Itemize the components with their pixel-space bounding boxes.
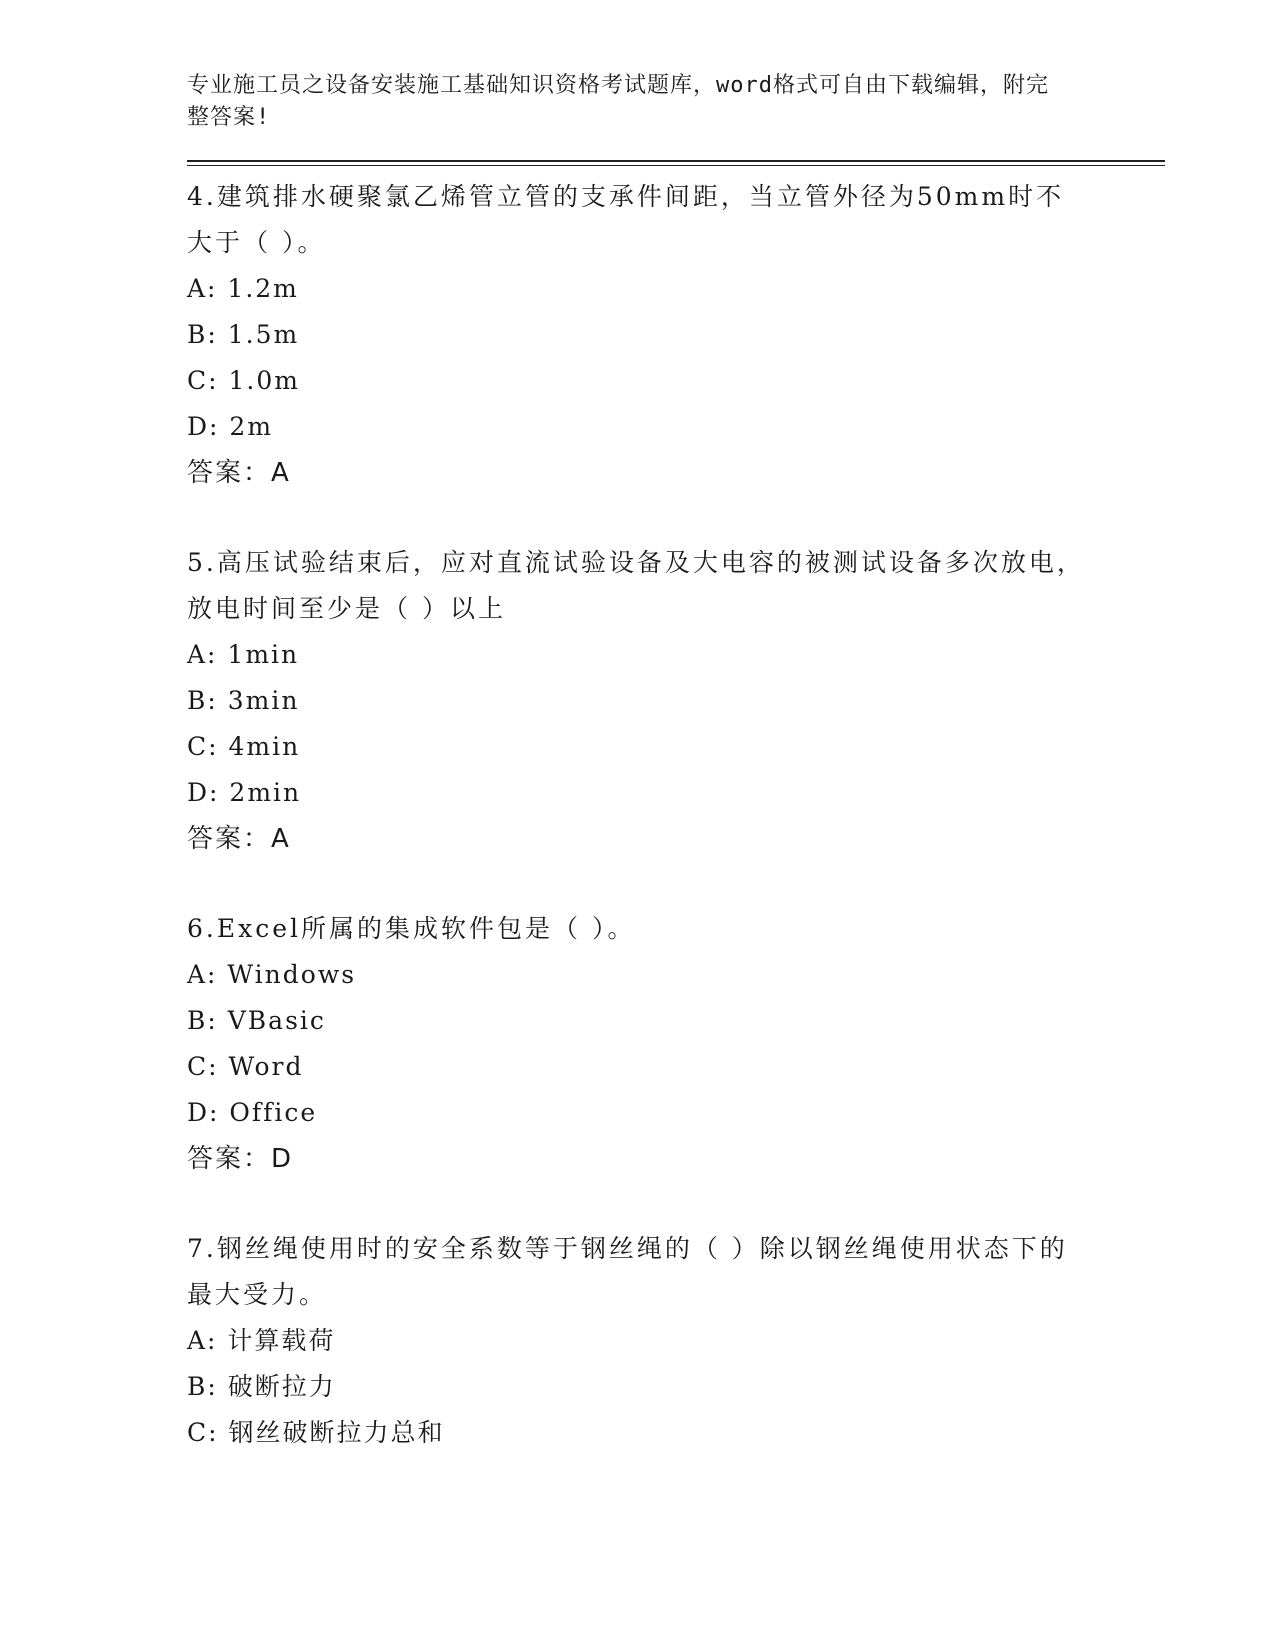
question-text: 4.建筑排水硬聚氯乙烯管立管的支承件间距，当立管外径为50mm时不大于（ ）。 — [187, 182, 1065, 257]
option-d: D: 2m — [187, 412, 274, 441]
option-b: B: 1.5m — [187, 320, 300, 349]
option-a: A: Windows — [187, 960, 357, 989]
question-5 — [187, 540, 1167, 862]
answer: 答案：A — [187, 824, 291, 854]
option-b: B: 破断拉力 — [187, 1372, 336, 1401]
question-6 — [187, 906, 1167, 1182]
option-b: B: 3min — [187, 686, 300, 715]
answer: 答案：A — [187, 458, 291, 488]
header-divider — [187, 160, 1165, 166]
option-c: C: 4min — [187, 732, 301, 761]
option-c: C: 1.0m — [187, 366, 300, 395]
question-text: 7.钢丝绳使用时的安全系数等于钢丝绳的（ ）除以钢丝绳使用状态下的最大受力。 — [187, 1234, 1068, 1309]
option-d: D: Office — [187, 1098, 318, 1127]
question-text: 6.Excel所属的集成软件包是（ ）。 — [187, 914, 636, 943]
option-a: A: 1.2m — [187, 274, 299, 303]
option-b: B: VBasic — [187, 1006, 326, 1035]
document-page — [187, 70, 1167, 1456]
question-4 — [187, 174, 1167, 496]
option-c: C: Word — [187, 1052, 304, 1081]
answer: 答案：D — [187, 1144, 294, 1174]
option-a: A: 1min — [187, 640, 300, 669]
question-text: 5.高压试验结束后，应对直流试验设备及大电容的被测试设备多次放电，放电时间至少是（ ）以上 — [187, 548, 1085, 623]
document-header: 专业施工员之设备安装施工基础知识资格考试题库，word格式可自由下载编辑，附完整答案! — [187, 73, 1049, 130]
question-7 — [187, 1226, 1167, 1456]
option-c: C: 钢丝破断拉力总和 — [187, 1418, 445, 1447]
option-a: A: 计算载荷 — [187, 1326, 336, 1355]
option-d: D: 2min — [187, 778, 302, 807]
